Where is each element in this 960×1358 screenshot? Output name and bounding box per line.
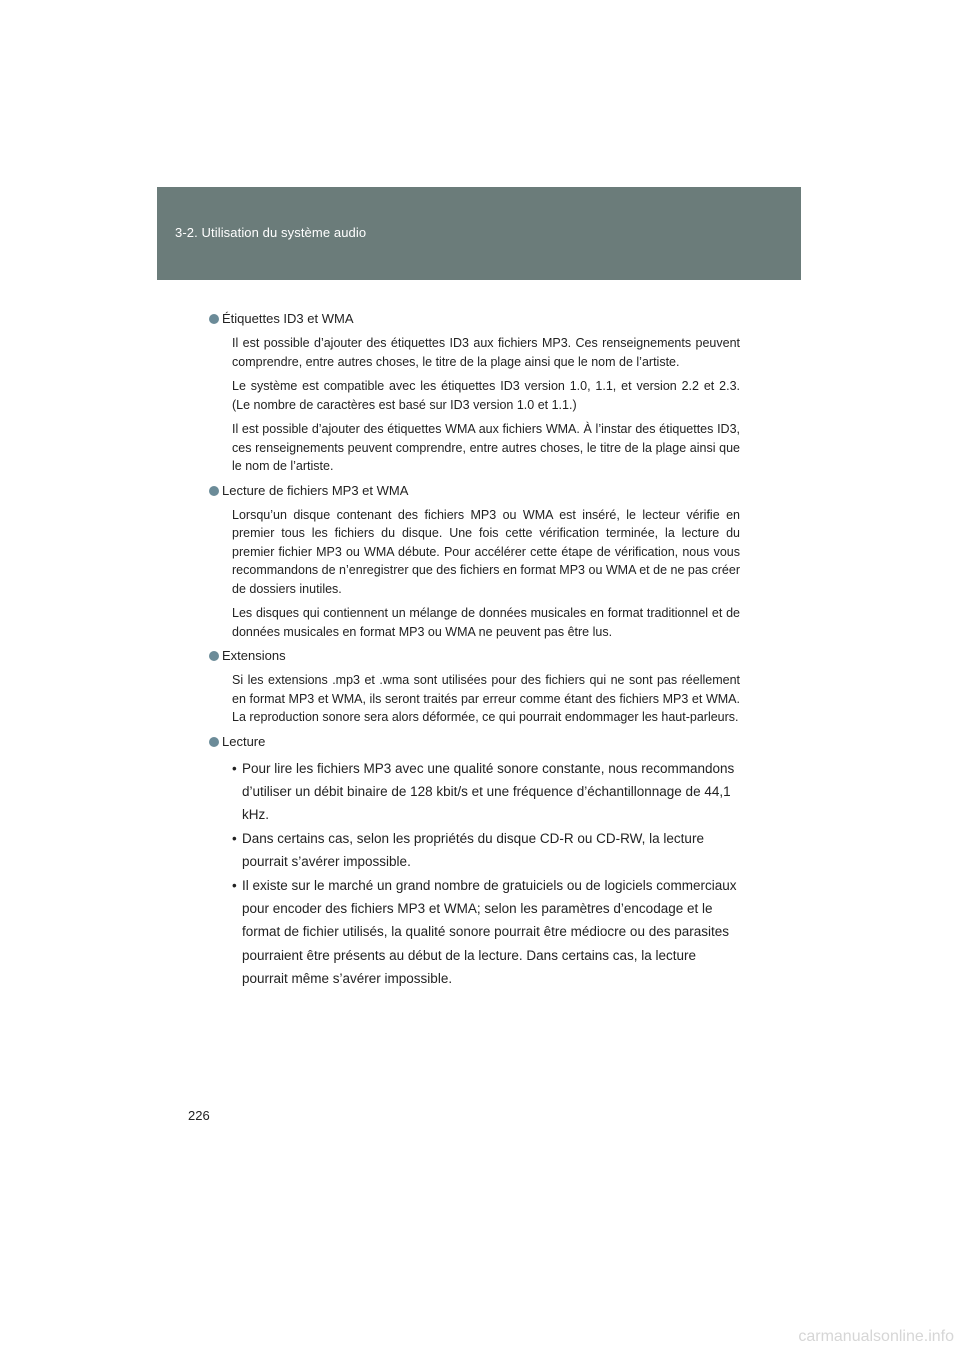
section-extensions bbox=[222, 647, 740, 727]
page-content bbox=[222, 310, 740, 991]
section-title: 3-2. Utilisation du système audio bbox=[175, 225, 367, 240]
paragraph: Le système est compatible avec les étiquettes ID3 version 1.0, 1.1, et version 2.2 et 2.3. (Le nombre de caractères est basé sur ID3 version 1.0 et 1.1.) bbox=[232, 379, 740, 412]
list-item-text: Il existe sur le marché un grand nombre de gratuiciels ou de logiciels commerciaux pour encoder des fichiers MP3 et WMA; selon les paramètres d’encodage et le format de fichier utilisés, la qualité sonore pourrait être médiocre ou des parasites pourraient être présents au début de la lecture. Dans certains cas, la lecture pourrait même s’avérer impossible. bbox=[242, 877, 737, 987]
bullet-icon: • bbox=[232, 830, 237, 846]
list-item bbox=[232, 874, 740, 991]
paragraph: Il est possible d’ajouter des étiquettes WMA aux fichiers WMA. À l’instar des étiquettes ID3, ces renseignements peuvent comprendre, entre autres choses, le titre de la plage ainsi que le nom de l’artiste. bbox=[232, 422, 740, 473]
heading-text: Lecture de fichiers MP3 et WMA bbox=[222, 482, 409, 498]
watermark[interactable]: carmanualsonline.info bbox=[798, 1328, 954, 1345]
section-heading bbox=[222, 482, 740, 500]
bullet-icon: • bbox=[232, 877, 237, 893]
paragraph: Les disques qui contiennent un mélange de données musicales en format traditionnel et de données musicales en format MP3 ou WMA ne peuvent pas être lus. bbox=[232, 606, 740, 639]
paragraph: Il est possible d’ajouter des étiquettes ID3 aux fichiers MP3. Ces renseignements peuvent comprendre, entre autres choses, le titre de la plage ainsi que le nom de l’artiste. bbox=[232, 336, 740, 369]
paragraph: Lorsqu’un disque contenant des fichiers MP3 ou WMA est inséré, le lecteur vérifie en premier tous les fichiers du disque. Une fois cette vérification terminée, la lecture du premier fichier MP3 ou WMA débute. Pour accélérer cette étape de vérification, nous vous recommandons de n’enregistrer que des fichiers en format MP3 ou WMA et de ne pas créer de dossiers inutiles. bbox=[232, 507, 740, 596]
section-header-band bbox=[157, 187, 801, 280]
bullet-dot-icon bbox=[209, 651, 219, 661]
bullet-dot-icon bbox=[209, 314, 219, 324]
heading-text: Extensions bbox=[222, 648, 286, 663]
list-item-text: Pour lire les fichiers MP3 avec une qualité sonore constante, nous recommandons d’utiliser un débit binaire de 128 kbit/s et une fréquence d’échantillonnage de 44,1 kHz. bbox=[242, 760, 735, 823]
bullet-list bbox=[232, 757, 740, 991]
section-heading bbox=[222, 310, 740, 328]
section-id3-wma bbox=[222, 310, 740, 476]
section-heading bbox=[222, 733, 740, 751]
bullet-dot-icon bbox=[209, 486, 219, 496]
section-lecture bbox=[222, 733, 740, 991]
paragraph: Si les extensions .mp3 et .wma sont utilisées pour des fichiers qui ne sont pas réellement en format MP3 et WMA, ils seront traités par erreur comme étant des fichiers MP3 et WMA. La reproduction sonore sera alors déformée, ce qui pourrait endommager les haut-parleurs. bbox=[232, 673, 740, 724]
list-item-text: Dans certains cas, selon les propriétés du disque CD-R ou CD-RW, la lecture pourrait s’avérer impossible. bbox=[242, 830, 704, 870]
page-number: 226 bbox=[188, 1108, 210, 1123]
list-item bbox=[232, 827, 740, 874]
list-item bbox=[232, 757, 740, 827]
section-heading bbox=[222, 647, 740, 665]
bullet-dot-icon bbox=[209, 737, 219, 747]
section-playback-files bbox=[222, 482, 740, 642]
heading-text: Étiquettes ID3 et WMA bbox=[222, 311, 354, 326]
heading-text: Lecture bbox=[222, 733, 266, 749]
bullet-icon: • bbox=[232, 760, 237, 776]
